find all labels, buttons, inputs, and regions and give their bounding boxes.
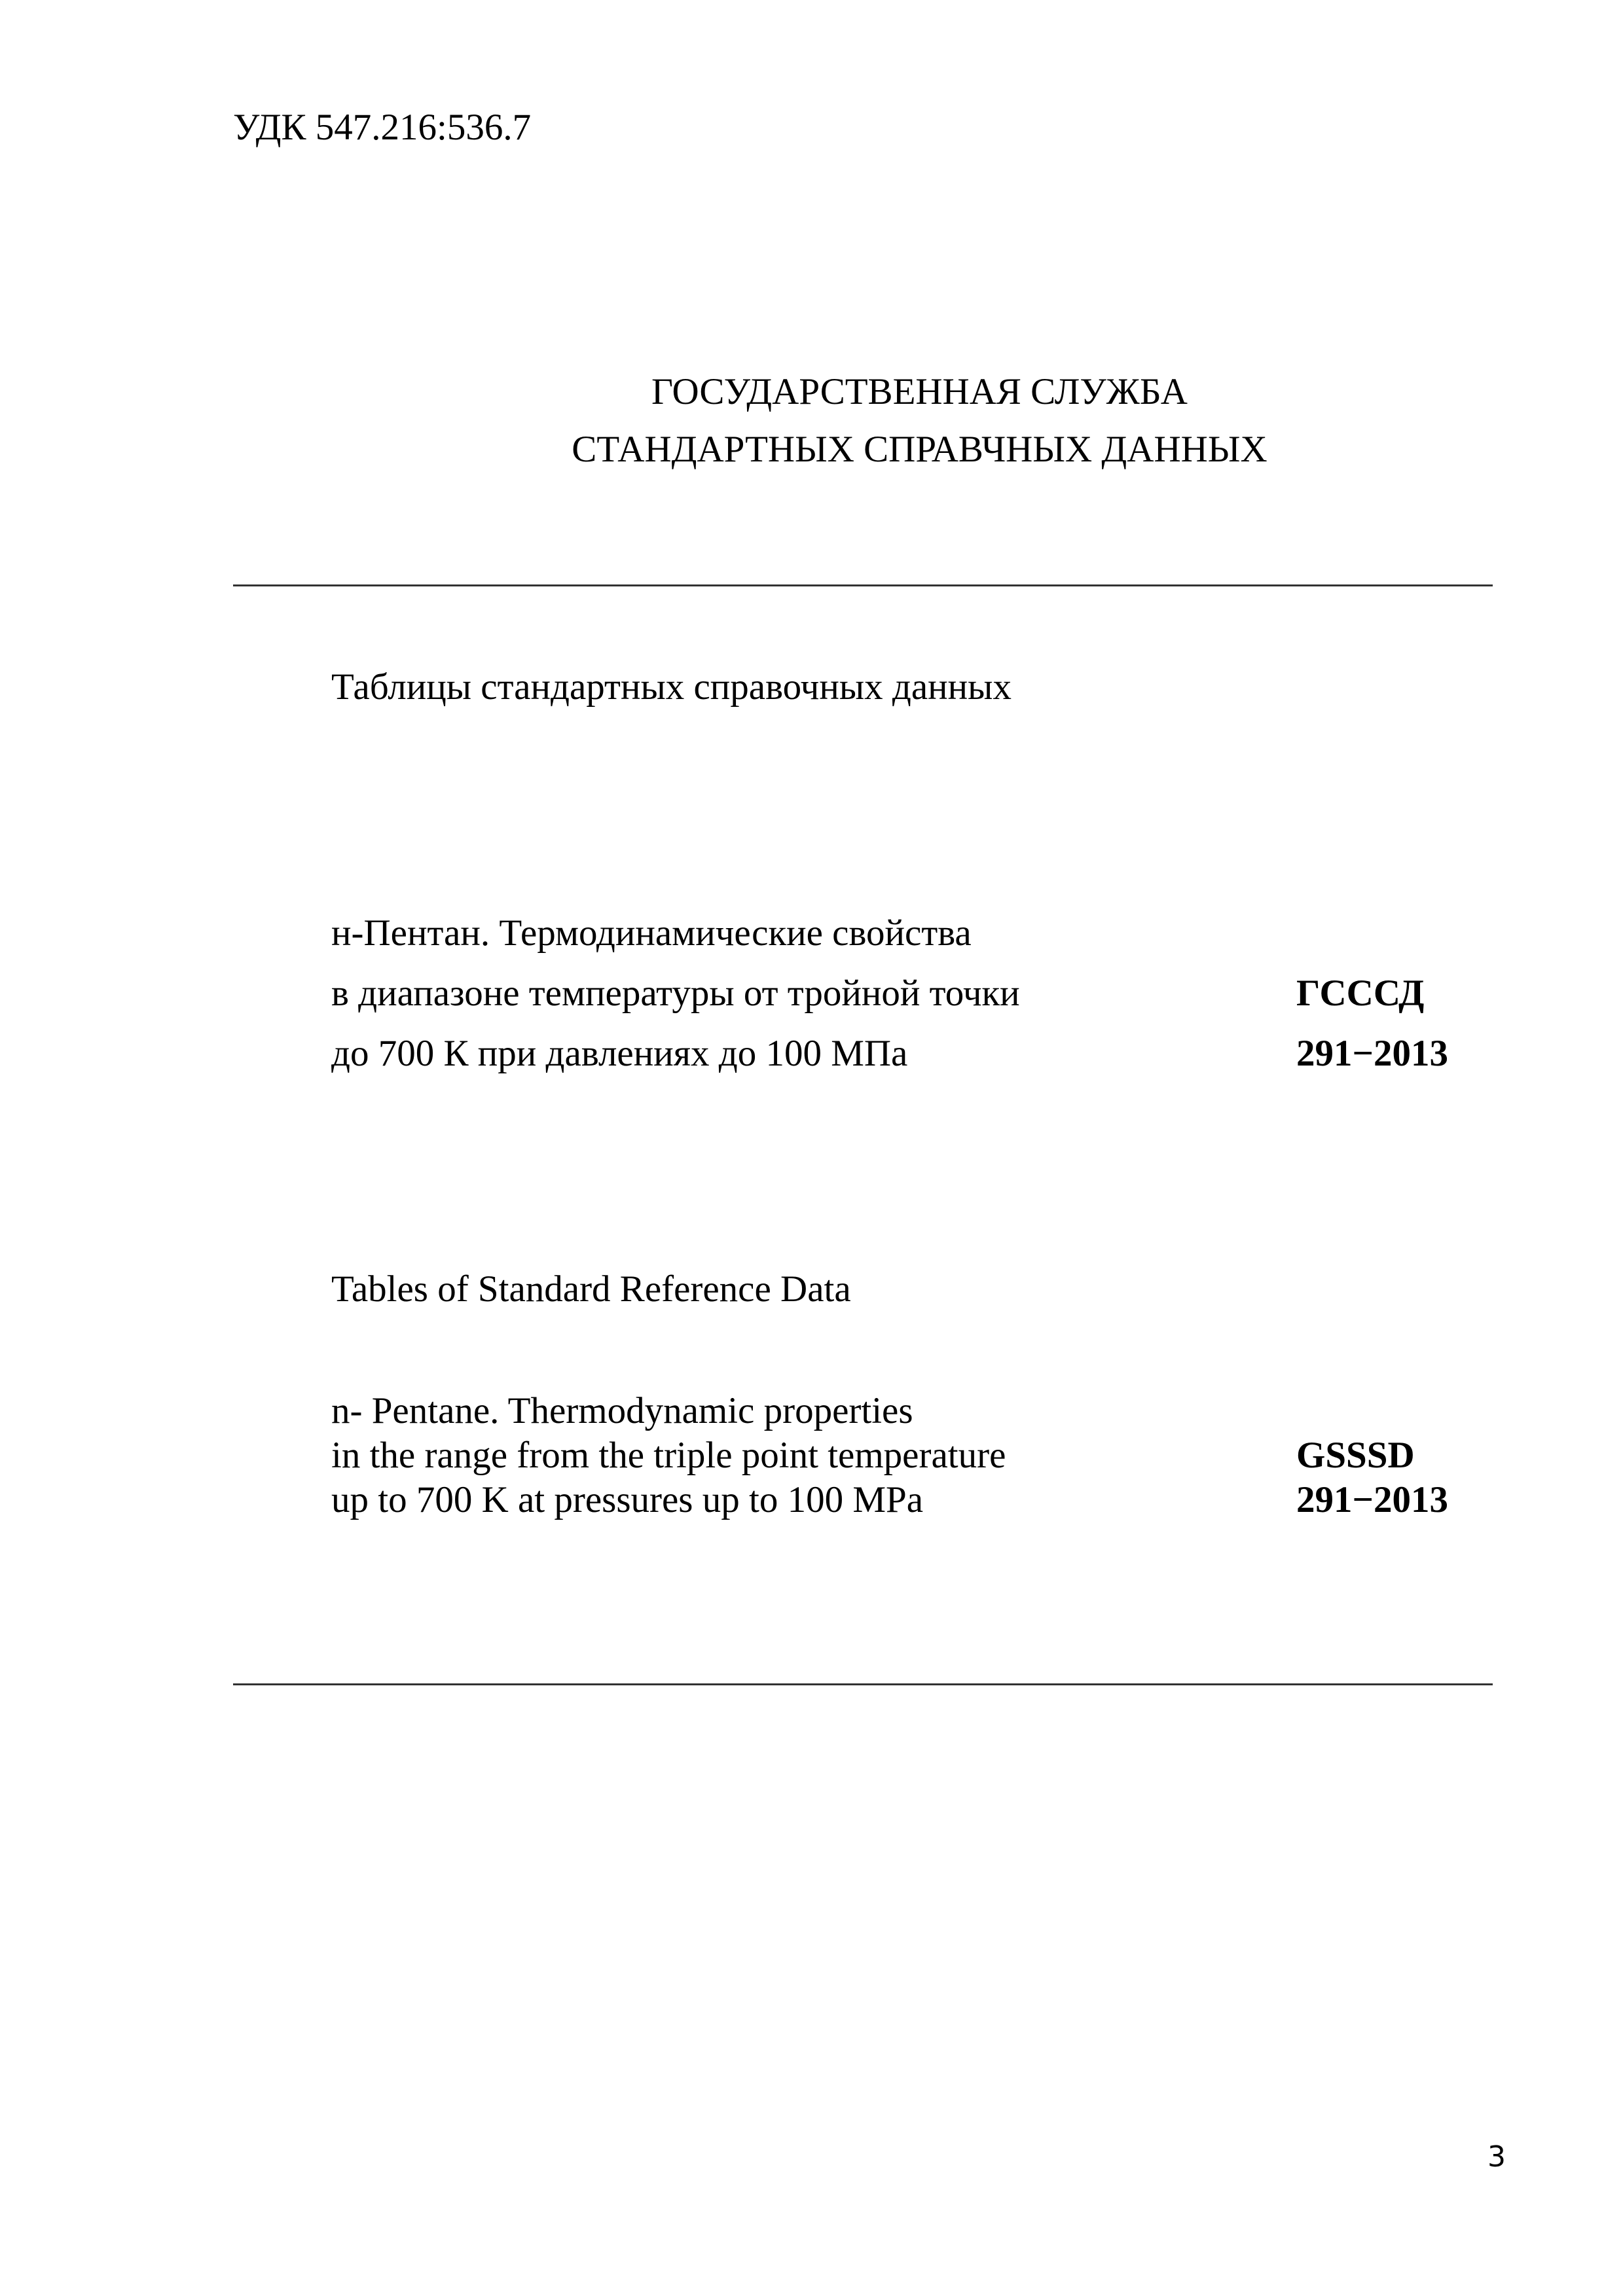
english-title-line-2: in the range from the triple point temperature — [331, 1435, 1006, 1476]
english-subtitle: Tables of Standard Reference Data — [331, 1268, 851, 1310]
top-divider — [233, 584, 1493, 586]
russian-title — [331, 903, 1020, 1084]
english-code-line-1: GSSSD — [1296, 1435, 1415, 1476]
russian-code-line-2: 291−2013 — [1296, 1033, 1448, 1074]
english-title-line-1: n- Pentane. Thermodynamic properties — [331, 1390, 913, 1431]
english-title-line-3: up to 700 K at pressures up to 100 MPa — [331, 1479, 924, 1520]
service-heading-line-2: СТАНДАРТНЫХ СПРАВЧНЫХ ДАННЫХ — [572, 429, 1267, 470]
russian-standard-code — [1296, 963, 1448, 1084]
russian-subtitle: Таблицы стандартных справочных данных — [331, 666, 1012, 708]
english-code-line-2: 291−2013 — [1296, 1479, 1448, 1520]
russian-title-line-1: н-Пентан. Термодинамические свойства — [331, 912, 972, 954]
russian-code-line-1: ГСССД — [1296, 973, 1425, 1014]
page-number: 3 — [1487, 2140, 1506, 2174]
english-standard-code — [1296, 1433, 1448, 1522]
russian-title-line-2: в диапазоне температуры от тройной точки — [331, 973, 1020, 1014]
bottom-divider — [233, 1683, 1493, 1685]
english-title — [331, 1389, 1006, 1522]
udc-code: УДК 547.216:536.7 — [233, 107, 532, 148]
service-heading — [0, 363, 1623, 478]
russian-title-line-3: до 700 К при давлениях до 100 МПа — [331, 1033, 908, 1074]
service-heading-line-1: ГОСУДАРСТВЕННАЯ СЛУЖБА — [651, 371, 1188, 412]
